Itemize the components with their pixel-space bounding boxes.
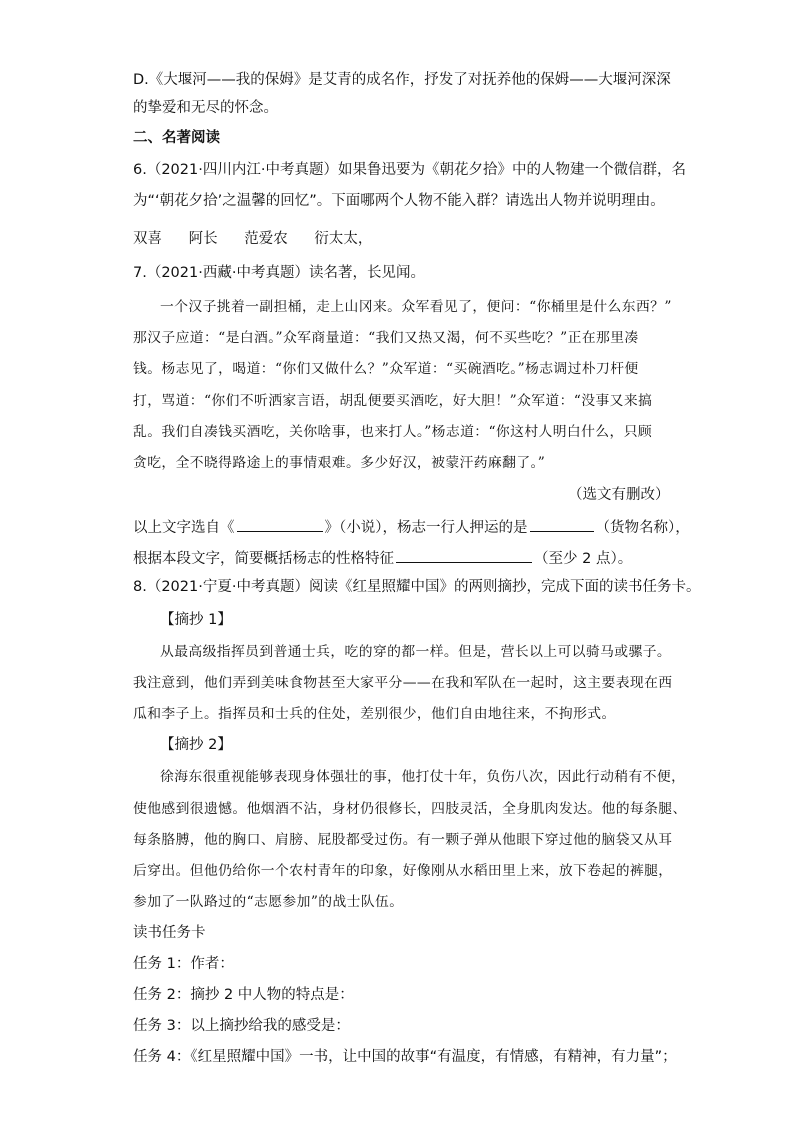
section-title: 二、名著阅读 — [133, 130, 220, 146]
q7-passage-line: 一个汉子挑着一副担桶，走上山冈来。众军看见了，便问：“你桶里是什么东西？” — [160, 299, 672, 315]
q7-source-note: （选文有删改） — [568, 487, 670, 503]
excerpt2-line: 徐海东很重视能够表现身体强壮的事，他打仗十年，负伤八次，因此行动稍有不便， — [160, 769, 686, 785]
q7-passage-line: 贪吃，全不晓得路途上的事情艰难。多少好汉，被蒙汗药麻翻了。” — [133, 455, 546, 471]
task-1: 任务 1：作者： — [133, 956, 234, 972]
q6-line2: 为“‘朝花夕拾’之温馨的回忆”。下面哪两个人物不能入群？请选出人物并说明理由。 — [133, 193, 665, 209]
excerpt1-line: 瓜和李子上。指挥员和士兵的住处，差别很少，他们自由地往来，不拘形式。 — [133, 706, 616, 722]
excerpt2-line: 使他感到很遗憾。他烟酒不沾，身材仍很修长，四肢灵活，全身肌肉发达。他的每条腿、 — [133, 801, 687, 817]
q7-passage-line: 那汉子应道：“是白酒。”众军商量道：“我们又热又渴，何不买些吃？”正在那里凑 — [133, 330, 639, 346]
option-d-line1: D.《大堰河——我的保姆》是艾青的成名作，抒发了对抚养他的保姆——大堰河深深 — [133, 72, 671, 88]
q7-ask2: 根据本段文字，简要概括杨志的性格特征 （至少 2 点）。 — [133, 547, 632, 569]
excerpt2-label: 【摘抄 2】 — [160, 737, 232, 753]
task-2: 任务 2：摘抄 2 中人物的特点是： — [133, 987, 354, 1003]
task-4: 任务 4：《红星照耀中国》一书，让中国的故事“有温度，有情感，有精神，有力量”； — [133, 1049, 677, 1065]
excerpt1-label: 【摘抄 1】 — [160, 612, 232, 628]
q6-name-4: 衍太太， — [314, 231, 373, 247]
excerpt1-line: 从最高级指挥员到普通士兵，吃的穿的都一样。但是，营长以上可以骑马或骡子。 — [160, 644, 672, 660]
excerpt2-line: 后穿出。但他仍给你一个农村青年的印象，好像刚从水稻田里上来，放下卷起的裤腿， — [133, 863, 673, 879]
excerpt2-line: 参加了一队路过的“志愿参加”的战士队伍。 — [133, 894, 404, 910]
q7-title: 7.（2021·西藏·中考真题）读名著，长见闻。 — [133, 265, 425, 281]
q6-names — [133, 229, 372, 249]
blank-book-title[interactable] — [237, 516, 323, 532]
q7-ask1: 以上文字选自《 》（小说），杨志一行人押运的是 （货物名称）， — [133, 516, 690, 538]
excerpt2-line: 每条胳膊，他的胸口、肩膀、屁股都受过伤。有一颗子弹从他眼下穿过他的脑袋又从耳 — [133, 832, 673, 848]
q6-name-3: 范爱农 — [244, 231, 288, 247]
q8-title: 8.（2021·宁夏·中考真题）阅读《红星照耀中国》的两则摘抄，完成下面的读书任务卡。 — [133, 579, 701, 595]
task-3: 任务 3：以上摘抄给我的感受是： — [133, 1018, 350, 1034]
option-d-line2: 的挚爱和无尽的怀念。 — [133, 100, 278, 116]
task-card-title: 读书任务卡 — [133, 925, 206, 941]
blank-cargo[interactable] — [530, 516, 594, 532]
q7-passage-line: 钱。杨志见了，喝道：“你们又做什么？”众军道：“买碗酒吃。”杨志调过朴刀杆便 — [133, 361, 639, 377]
blank-character-traits[interactable] — [396, 547, 532, 563]
q6-name-1: 双喜 — [133, 231, 162, 247]
excerpt1-line: 我注意到，他们弄到美味食物甚至大家平分——在我和军队在一起时，这主要表现在西 — [133, 675, 673, 691]
q6-name-2: 阿长 — [188, 231, 218, 247]
q7-passage-line: 乱。我们自凑钱买酒吃，关你啥事，也来打人。”杨志道：“你这村人明白什么，只顾 — [133, 424, 653, 440]
q6-line1: 6.（2021·四川内江·中考真题）如果鲁迅要为《朝花夕拾》中的人物建一个微信群，名 — [133, 162, 686, 178]
q7-passage-line: 打，骂道：“你们不听洒家言语，胡乱便要买酒吃，好大胆！”众军道：“没事又来搞 — [133, 393, 653, 409]
